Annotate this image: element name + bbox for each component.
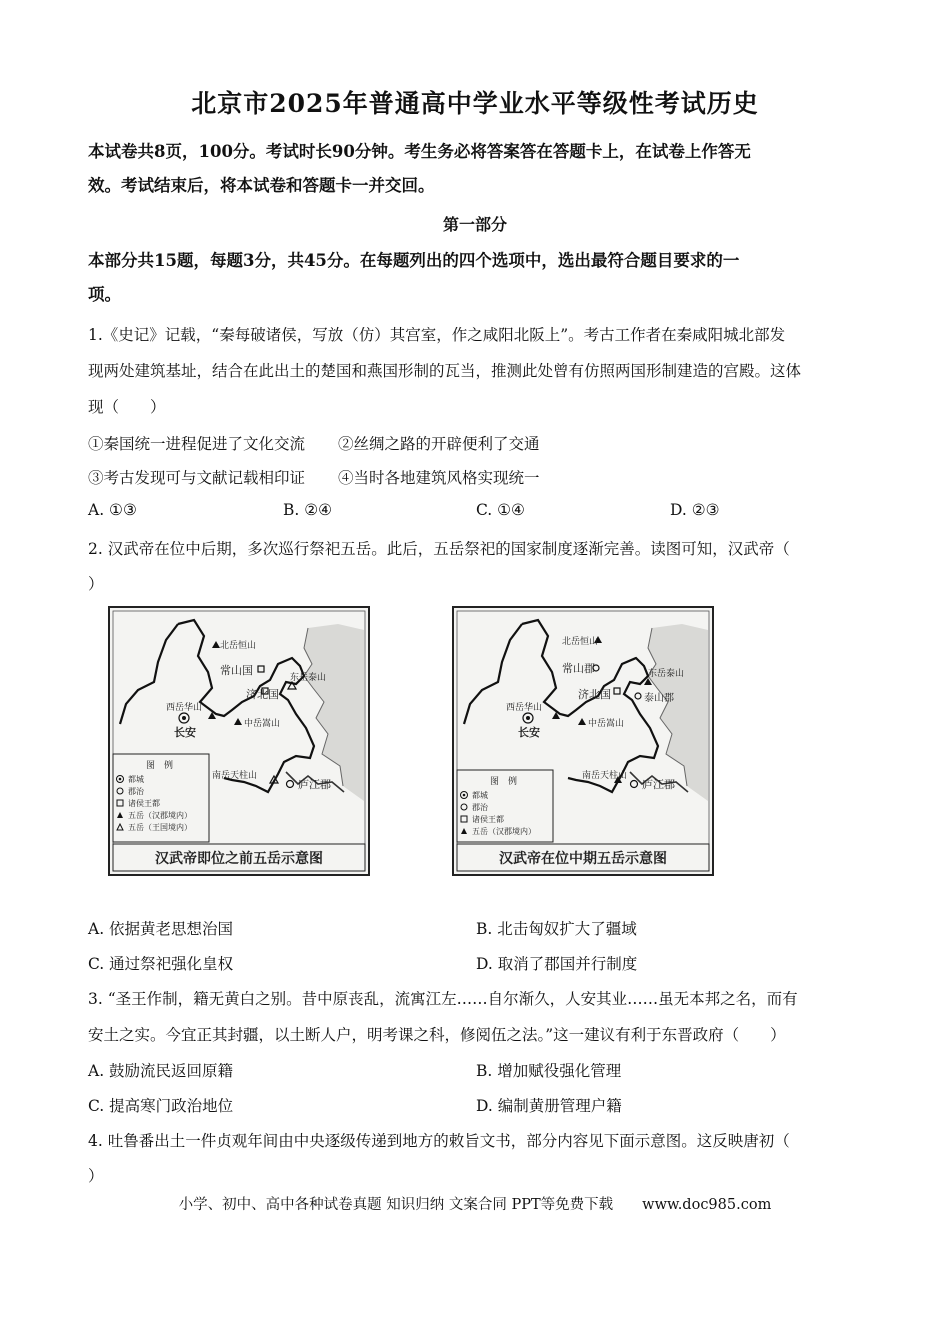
map2-label-capital: 长安: [518, 726, 540, 739]
q2-option-c: C. 通过祭祀强化皇权: [88, 955, 234, 973]
map1-label-jibei: 济北国: [246, 688, 279, 701]
map1-label-south: 南岳天柱山: [212, 771, 258, 781]
map1-legend-title: 图 例: [146, 761, 174, 771]
footer-text: 小学、初中、高中各种试卷真题 知识归纳 文案合同 PPT等免费下载 www.doc985.com: [178, 1197, 772, 1213]
map-before-reign: [108, 606, 370, 876]
map2-caption: 汉武帝在位中期五岳示意图: [499, 851, 667, 867]
map2-label-jibei: 济北国: [578, 688, 611, 701]
map1-label-capital: 长安: [174, 726, 196, 739]
q3-option-b: B. 增加赋役强化管理: [476, 1062, 622, 1080]
map2-legend-kingdom: 诸侯王都: [472, 815, 504, 824]
map2-label-north: 北岳恒山: [562, 637, 599, 647]
q3-option-d: D. 编制黄册管理户籍: [476, 1097, 622, 1115]
q3-option-a: A. 鼓励流民返回原籍: [88, 1062, 234, 1080]
map1-legend-capital: 都城: [128, 775, 144, 784]
section-instruction-line-1: 本部分共15题，每题3分，共45分。在每题列出的四个选项中，选出最符合题目要求的一: [88, 251, 740, 270]
map2-label-east: 东岳泰山: [648, 669, 685, 679]
map1-label-north: 北岳恒山: [220, 641, 257, 651]
q1-item-3: ③考古发现可与文献记载相印证: [88, 469, 306, 487]
intro-line-2: 效。考试结束后，将本试卷和答题卡一并交回。: [88, 176, 435, 195]
q3-line-1: 3. “圣王作制，籍无黄白之别。昔中原丧乱，流寓江左……自尔渐久，人安其业……虽无本邦之名，而有: [88, 990, 798, 1008]
map2-legend-capital: 都城: [472, 791, 488, 800]
map2-legend-mountain-han: 五岳（汉郡境内）: [472, 827, 536, 836]
map1-legend-mountain-han: 五岳（汉郡境内）: [128, 811, 192, 820]
map-mid-reign: [452, 606, 714, 876]
map1-label-lujiang: 庐江郡: [298, 778, 331, 791]
q3-line-2: 安土之实。今宜正其封疆，以土断人户，明考课之科，修阅伍之法。”这一建议有利于东晋政府（ ）: [88, 1026, 786, 1044]
q3-option-c: C. 提高寒门政治地位: [88, 1097, 234, 1115]
section-title: 第一部分: [442, 215, 507, 234]
map2-label-taishan-jun: 泰山郡: [644, 693, 674, 704]
map2-label-central: 中岳嵩山: [588, 719, 625, 729]
q1-item-4: ④当时各地建筑风格实现统一: [338, 469, 540, 487]
q1-option-a: A. ①③: [88, 501, 137, 519]
map1-label-east: 东岳泰山: [290, 673, 327, 683]
q4-line-2: ）: [88, 1167, 104, 1185]
section-instruction-line-2: 项。: [88, 285, 121, 304]
map1-legend-commandery: 郡治: [128, 787, 144, 796]
q1-item-1: ①秦国统一进程促进了文化交流: [88, 435, 306, 453]
q2-option-a: A. 依据黄老思想治国: [88, 920, 234, 938]
map2-legend-commandery: 郡治: [472, 803, 488, 812]
map1-legend-mountain-kingdom: 五岳（王国境内）: [128, 823, 192, 832]
q2-option-b: B. 北击匈奴扩大了疆域: [476, 920, 637, 938]
q1-line-2: 现两处建筑基址，结合在此出土的楚国和燕国形制的瓦当，推测此处曾有仿照两国形制建造的宫殿。这体: [88, 362, 802, 380]
q2-option-d: D. 取消了郡国并行制度: [476, 955, 638, 973]
q1-item-2: ②丝绸之路的开辟便利了交通: [338, 435, 540, 453]
map1-label-west: 西岳华山: [166, 703, 203, 713]
map2-label-changshan: 常山郡: [562, 662, 595, 675]
map1-label-central: 中岳嵩山: [244, 719, 281, 729]
q2-line-1: 2. 汉武帝在位中后期，多次巡行祭祀五岳。此后，五岳祭祀的国家制度逐渐完善。读图可知，汉武帝（: [88, 540, 790, 558]
q2-line-2: ）: [88, 575, 104, 593]
map1-legend-kingdom: 诸侯王都: [128, 799, 160, 808]
intro-line-1: 本试卷共8页，100分。考试时长90分钟。考生务必将答案答在答题卡上，在试卷上作答无: [88, 142, 751, 161]
map2-label-west: 西岳华山: [506, 703, 543, 713]
q1-option-d: D. ②③: [670, 501, 720, 519]
map1-caption: 汉武帝即位之前五岳示意图: [155, 851, 323, 867]
map2-label-south: 南岳天柱山: [582, 771, 628, 781]
q4-line-1: 4. 吐鲁番出土一件贞观年间由中央逐级传递到地方的敕旨文书，部分内容见下面示意图。这反映唐初（: [88, 1132, 790, 1150]
map2-label-lujiang: 庐江郡: [642, 778, 675, 791]
map1-label-changshan: 常山国: [220, 664, 253, 677]
q1-option-b: B. ②④: [283, 501, 333, 519]
page-title: 北京市2025年普通高中学业水平等级性考试历史: [191, 89, 759, 118]
map2-legend-title: 图 例: [490, 777, 518, 787]
q1-line-3: 现（ ）: [88, 398, 166, 416]
q1-line-1: 1.《史记》记载，“秦每破诸侯，写放（仿）其宫室，作之咸阳北阪上”。考古工作者在秦咸阳城北部发: [88, 326, 786, 344]
q1-option-c: C. ①④: [476, 501, 525, 519]
